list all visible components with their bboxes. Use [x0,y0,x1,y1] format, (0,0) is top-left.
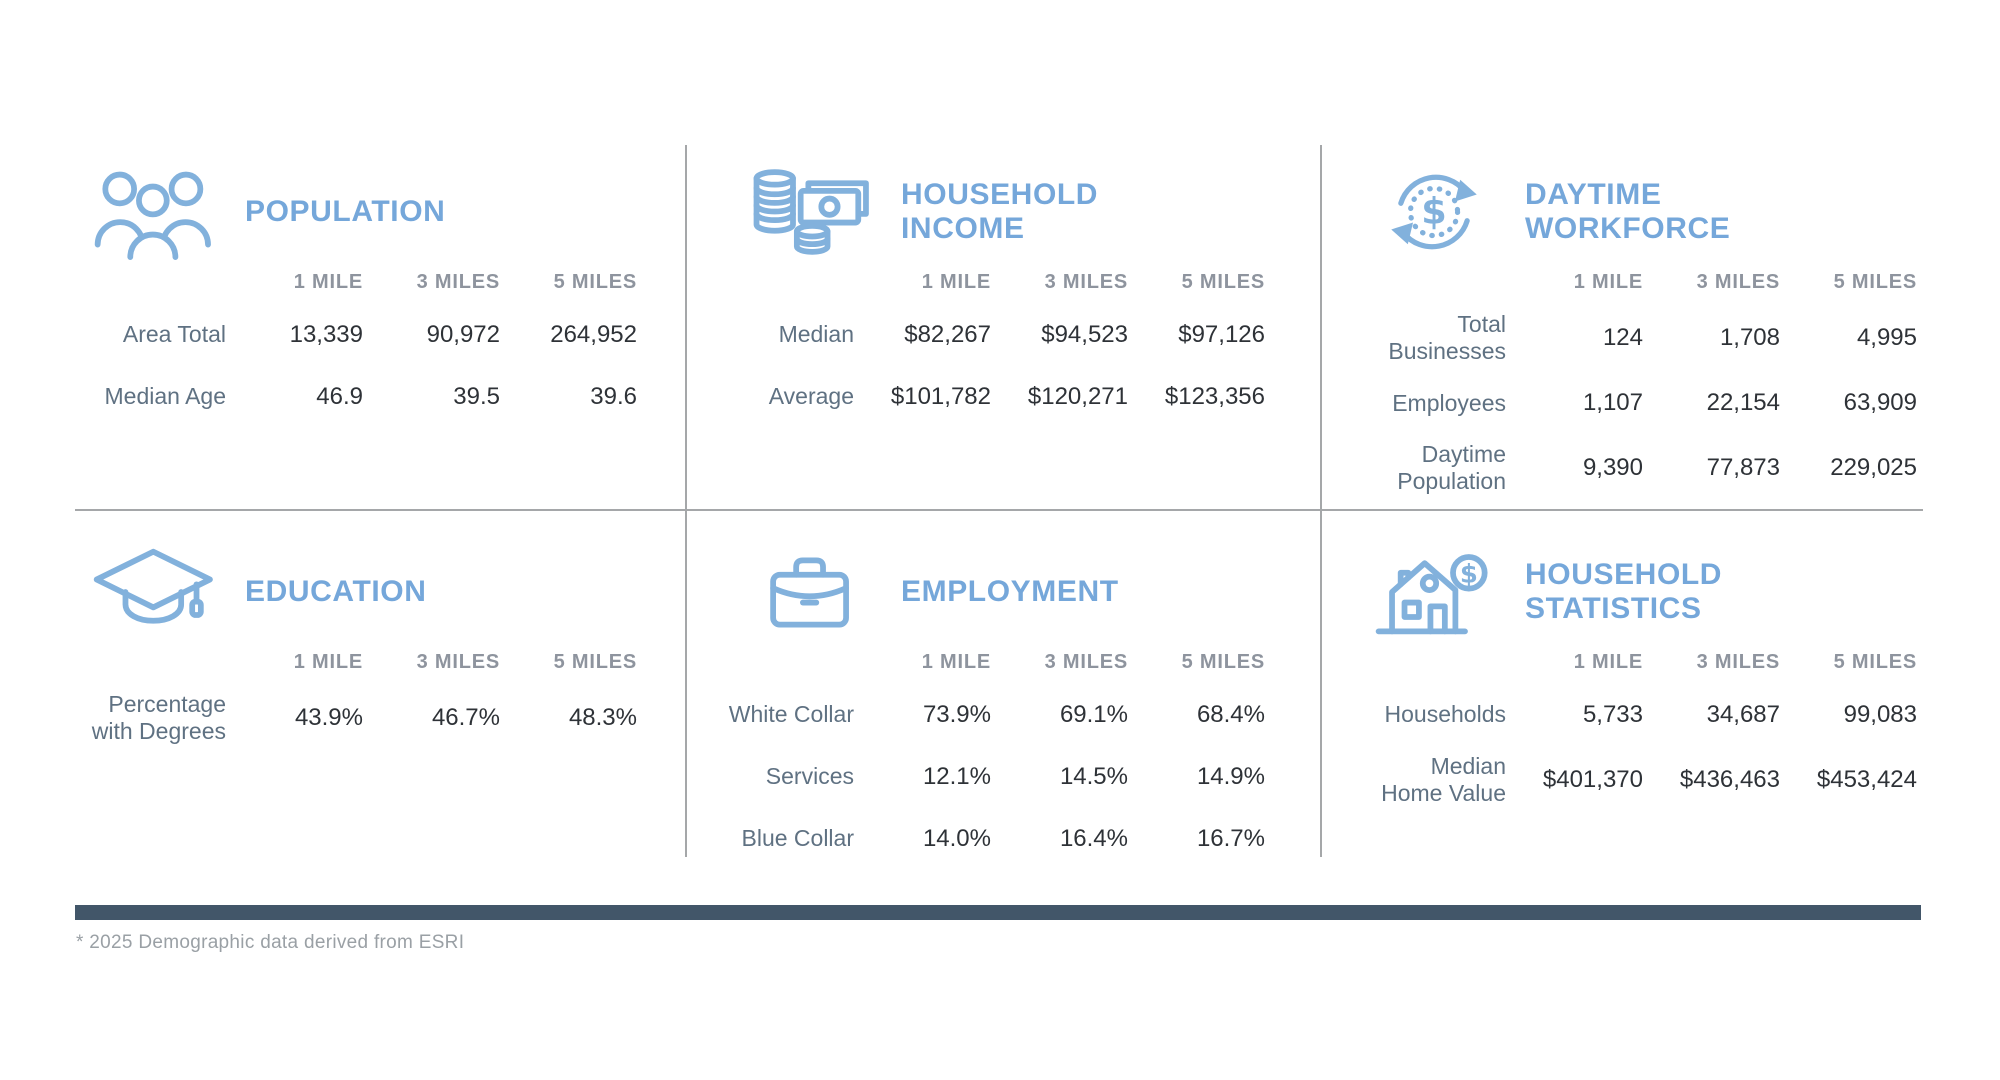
table-row [714,311,1265,359]
employment-table [714,647,1265,863]
column-header: 3 MILES [416,650,500,673]
row-value: 9,390 [1582,454,1643,482]
row-label: Households [1384,701,1506,728]
row-value: $436,463 [1679,766,1780,794]
row-value: 5,733 [1582,701,1643,728]
row-value: 99,083 [1843,701,1917,728]
row-label: Percentage with Degrees [91,691,226,745]
row-label: Services [765,763,854,790]
row-value: 46.9 [316,383,363,410]
column-header: 3 MILES [1696,650,1780,673]
row-label: Blue Collar [741,825,854,852]
section-title: HOUSEHOLD INCOME [901,178,1099,245]
table-row [1366,311,1917,365]
column-header: 5 MILES [1181,270,1265,293]
row-value: 4,995 [1856,324,1917,352]
table-header-row [86,647,637,677]
row-value: $97,126 [1178,321,1265,348]
house-dollar-icon [1366,542,1501,642]
section-title: HOUSEHOLD STATISTICS [1525,558,1723,625]
column-header: 5 MILES [1833,650,1917,673]
row-value: 16.7% [1196,825,1265,852]
column-header: 5 MILES [1181,650,1265,673]
table-row [86,311,637,359]
graduation-cap-icon [86,542,221,642]
row-label: Average [768,383,854,410]
row-value: $94,523 [1041,321,1128,348]
section-title: POPULATION [245,195,446,229]
row-value: $82,267 [904,321,991,348]
svg-text:$: $ [1420,190,1447,234]
row-label: Area Total [122,321,226,348]
section-title: EDUCATION [245,575,427,609]
row-value: 63,909 [1843,389,1917,417]
table-row [714,691,1265,739]
table-row [714,815,1265,863]
column-header: 5 MILES [553,650,637,673]
row-value: $101,782 [890,383,991,410]
section-header [742,541,1263,643]
row-value: 39.5 [453,383,500,410]
table-row [714,753,1265,801]
section-daytime-workforce [1320,145,1923,511]
row-value: 68.4% [1196,701,1265,728]
row-label: Median Age [104,383,226,410]
section-education [75,511,685,857]
row-value: 48.3% [568,704,637,732]
data-source-footnote: * 2025 Demographic data derived from ESRI [76,932,465,953]
table-row [86,373,637,421]
table-header-row [1366,267,1917,297]
section-household-income [685,145,1320,511]
section-header [86,161,637,263]
column-header: 1 MILE [293,270,363,293]
row-value: 90,972 [426,321,500,348]
section-population [75,145,685,511]
column-header: 1 MILE [921,270,991,293]
column-header: 3 MILES [1044,270,1128,293]
section-title: EMPLOYMENT [901,575,1119,609]
table-row [1366,753,1917,807]
row-label: Median Home Value [1381,753,1506,807]
section-header [86,541,637,643]
column-header: 3 MILES [1696,270,1780,293]
education-table [86,647,637,745]
table-row [1366,379,1917,427]
section-header [1366,541,1917,643]
svg-text:$: $ [1459,559,1478,590]
row-label: White Collar [728,701,854,728]
row-label: Employees [1392,389,1506,416]
table-row [86,691,637,745]
table-header-row [1366,647,1917,677]
row-value: 39.6 [590,383,637,410]
row-value: 264,952 [550,321,637,348]
briefcase-icon [742,542,877,642]
row-value: 73.9% [922,701,991,728]
section-header [742,161,1263,263]
table-row [714,373,1265,421]
row-value: 43.9% [294,704,363,732]
table-header-row [714,267,1265,297]
column-header: 5 MILES [553,270,637,293]
row-value: 229,025 [1830,454,1917,482]
row-value: 16.4% [1059,825,1128,852]
row-value: 14.9% [1196,763,1265,790]
row-value: 77,873 [1706,454,1780,482]
section-employment [685,511,1320,857]
column-header: 1 MILE [293,650,363,673]
row-value: $401,370 [1542,766,1643,794]
row-value: $120,271 [1027,383,1128,410]
row-value: 1,708 [1719,324,1780,352]
row-value: 22,154 [1706,389,1780,417]
table-row [1366,691,1917,739]
table-row [1366,441,1917,495]
household-statistics-table [1366,647,1917,807]
section-title: DAYTIME WORKFORCE [1525,178,1731,245]
table-header-row [714,647,1265,677]
column-header: 1 MILE [921,650,991,673]
population-table [86,267,637,421]
section-header [1366,161,1917,263]
column-header: 1 MILE [1573,270,1643,293]
row-label: Total Businesses [1388,311,1506,365]
column-header: 3 MILES [1044,650,1128,673]
table-header-row [86,267,637,297]
daytime-workforce-table [1366,267,1917,496]
row-value: $123,356 [1164,383,1265,410]
section-household-statistics [1320,511,1923,857]
row-value: 1,107 [1582,389,1643,417]
demographics-grid [75,145,1923,857]
row-label: Daytime Population [1397,441,1506,495]
row-value: 12.1% [922,763,991,790]
row-value: 14.5% [1059,763,1128,790]
column-header: 5 MILES [1833,270,1917,293]
column-header: 1 MILE [1573,650,1643,673]
money-icon [742,162,877,262]
dollar-cycle-icon [1366,162,1501,262]
row-label: Median [778,321,854,348]
row-value: 14.0% [922,825,991,852]
row-value: 34,687 [1706,701,1780,728]
row-value: 69.1% [1059,701,1128,728]
footer-divider-bar [75,905,1921,920]
column-header: 3 MILES [416,270,500,293]
row-value: 46.7% [431,704,500,732]
row-value: 13,339 [289,321,363,348]
row-value: $453,424 [1816,766,1917,794]
row-value: 124 [1602,324,1643,352]
people-icon [86,162,221,262]
household-income-table [714,267,1265,421]
